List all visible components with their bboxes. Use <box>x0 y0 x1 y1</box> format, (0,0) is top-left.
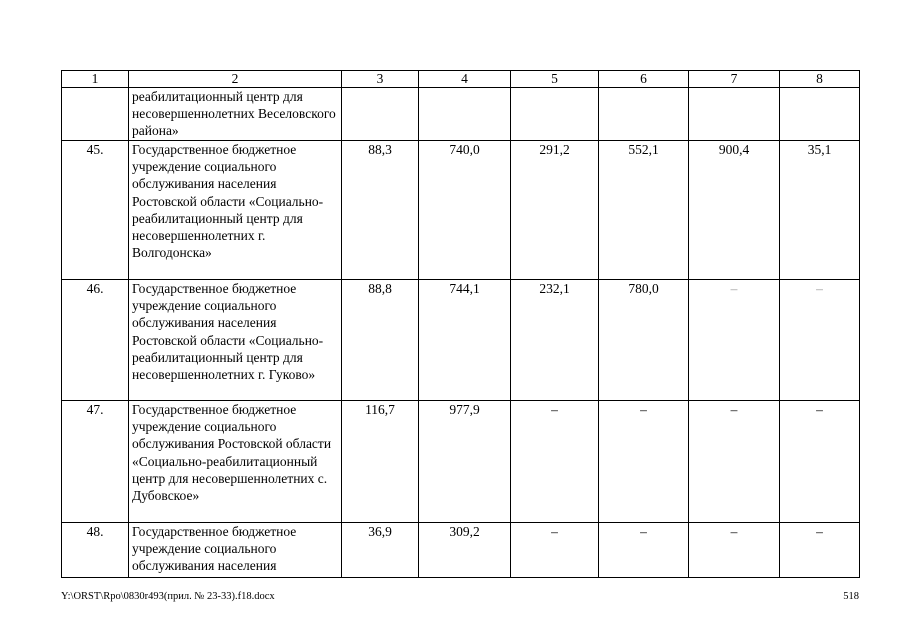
cell-c4: 744,1 <box>419 280 511 401</box>
table-row-continuation <box>62 88 860 141</box>
cell-c6: 780,0 <box>599 280 689 401</box>
row-number: 47. <box>62 401 129 523</box>
table-row <box>62 523 860 578</box>
file-path: Y:\ORST\Rpo\0830r493(прил. № 23-33).f18.docx <box>61 591 275 602</box>
cell-c7 <box>689 88 780 141</box>
cell-c4: 309,2 <box>419 523 511 578</box>
cell-c7: – <box>689 280 780 401</box>
row-number: 46. <box>62 280 129 401</box>
row-number: 48. <box>62 523 129 578</box>
cell-c8 <box>780 88 860 141</box>
cell-c7: – <box>689 523 780 578</box>
cell-c5: – <box>511 401 599 523</box>
cell-c3: 88,3 <box>342 141 419 280</box>
page-number: 518 <box>843 591 859 602</box>
table-row <box>62 141 860 280</box>
cell-c6 <box>599 88 689 141</box>
cell-c5: 232,1 <box>511 280 599 401</box>
cell-c5: – <box>511 523 599 578</box>
column-header: 8 <box>780 71 860 88</box>
cell-c8: – <box>780 280 860 401</box>
cell-c5: 291,2 <box>511 141 599 280</box>
row-number <box>62 88 129 141</box>
cell-c3 <box>342 88 419 141</box>
cell-c6: 552,1 <box>599 141 689 280</box>
column-header: 2 <box>129 71 342 88</box>
column-header: 4 <box>419 71 511 88</box>
cell-c5 <box>511 88 599 141</box>
institution-name: Государственное бюджетное учреждение социального обслуживания населения Ростовской области «Социально-реабилитационный центр для несовершеннолетних г. Гуково» <box>129 280 342 401</box>
table-header-row <box>62 71 860 88</box>
institution-name: Государственное бюджетное учреждение социального обслуживания населения Ростовской области «Социально-реабилитационный центр для несовершеннолетних г. Волгодонска» <box>129 141 342 280</box>
column-header: 6 <box>599 71 689 88</box>
institution-name: реабилитационный центр для несовершеннолетних Веселовского района» <box>129 88 342 141</box>
cell-c8: 35,1 <box>780 141 860 280</box>
cell-c6: – <box>599 523 689 578</box>
cell-c3: 88,8 <box>342 280 419 401</box>
column-header: 7 <box>689 71 780 88</box>
column-header: 3 <box>342 71 419 88</box>
column-header: 1 <box>62 71 129 88</box>
budget-table <box>61 70 860 578</box>
cell-c4 <box>419 88 511 141</box>
table-row <box>62 280 860 401</box>
cell-c4: 740,0 <box>419 141 511 280</box>
cell-c6: – <box>599 401 689 523</box>
cell-c8: – <box>780 523 860 578</box>
cell-c4: 977,9 <box>419 401 511 523</box>
cell-c3: 36,9 <box>342 523 419 578</box>
institution-name: Государственное бюджетное учреждение социального обслуживания населения <box>129 523 342 578</box>
institution-name: Государственное бюджетное учреждение социального обслуживания Ростовской области «Социально-реабилитационный центр для несовершеннолетних с. Дубовское» <box>129 401 342 523</box>
cell-c7: 900,4 <box>689 141 780 280</box>
cell-c7: – <box>689 401 780 523</box>
table-row <box>62 401 860 523</box>
row-number: 45. <box>62 141 129 280</box>
column-header: 5 <box>511 71 599 88</box>
cell-c3: 116,7 <box>342 401 419 523</box>
cell-c8: – <box>780 401 860 523</box>
